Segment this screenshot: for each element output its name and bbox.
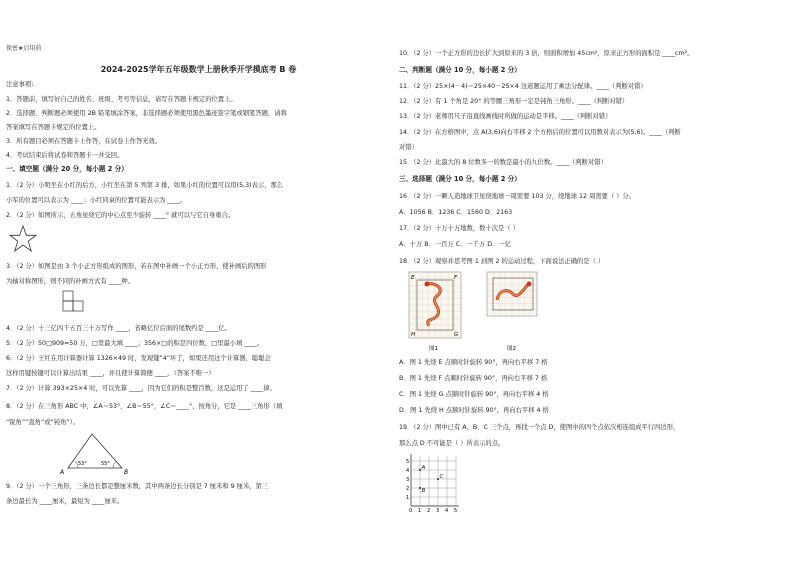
question-18-option-d: D．图 1 先绕 H 点顺时针旋转 90°，再向右平移 4 格 bbox=[399, 407, 549, 414]
section-fill-heading: 一、填空题（满分 20 分，每小题 2 分） bbox=[6, 165, 128, 173]
note-line: 2．选择题、判断题必须使用 2B 铅笔填涂答案，非选择题必须使用黑色墨迹签字笔或钢笔答题，请将 bbox=[6, 110, 287, 117]
note-line: 3．所有题目必须在答题卡上作答，在试卷上作答无效。 bbox=[6, 138, 162, 145]
question-7: 7．（2 分）计算 393×25×4 时，可以先算 ____，因为它们的积是整百数，这是运用了 ____律。 bbox=[6, 385, 276, 392]
left-column bbox=[6, 0, 391, 562]
question-16: 16．（2 分）一颗人造地球卫星绕地球一周需要 103 分，绕地球 12 周需要（ ）分。 bbox=[399, 193, 636, 200]
confidential-stamp: 保密★启用前 bbox=[6, 45, 42, 52]
corner-g-label: G bbox=[454, 332, 459, 338]
question-17: 17．（2 分）十万十万地数，数十次是（ ） bbox=[399, 225, 519, 232]
question-8-cont: “锐角”“直角”或“钝角”）。 bbox=[6, 419, 80, 426]
question-15: 15．（2 分）比最大的 8 位数多一的数是最小的九位数。____（判断对错） bbox=[399, 159, 607, 166]
y-tick: 5 bbox=[406, 459, 410, 465]
corner-e-label: E bbox=[411, 275, 415, 281]
figure-1-grid bbox=[409, 272, 461, 338]
x-tick: 1 bbox=[418, 508, 422, 514]
question-3-cont: 为轴对称图形，则不同的补画方式有 ____种。 bbox=[6, 278, 134, 285]
y-tick: 1 bbox=[406, 495, 410, 501]
question-6-cont: 这样用键按键可以计算出结果 ____，并且使计算简便 ____。（答案不唯一） bbox=[6, 370, 215, 377]
question-10: 10．（2 分）一个正方形的边长扩大到原来的 3 倍，则面积增加 45cm²，原来正方形的面积是 ____cm²。 bbox=[399, 50, 694, 57]
triangle-abc-figure bbox=[58, 428, 132, 478]
question-6: 6．（2 分）王红在用计算器计算 1326×49 时，发现键“4”坏了，如果还用这个计算器，聪聪会 bbox=[6, 355, 271, 362]
question-1-cont: 小军的位置可以表示为 ____；小红同桌的位置可能表示为 ____。 bbox=[6, 197, 187, 204]
figure-2-caption: 图2 bbox=[507, 346, 516, 352]
x-tick: 3 bbox=[436, 508, 440, 514]
vertex-b-label: B bbox=[124, 469, 129, 476]
question-5: 5．（2 分）50□909≈50 万，□里最大填 ____；356×□的积是四位数，□里最小填 ____。 bbox=[6, 340, 264, 347]
question-4: 4．（2 分）十三亿四千五百三十万写作 ____，省略亿位后面的尾数约是 ____亿。 bbox=[6, 325, 231, 332]
figure-1-caption: 图1 bbox=[429, 346, 438, 352]
question-9: 9．（2 分）一个三角形，三条边长都是整厘米数，其中两条边长分别是 7 厘米和 9 厘米，第三 bbox=[6, 483, 269, 490]
x-tick: 5 bbox=[454, 508, 458, 514]
question-16-options: A．1056 B．1236 C．1560 D．2163 bbox=[399, 209, 513, 216]
note-line: 4．考试结束后将试卷和答题卡一并交回。 bbox=[6, 152, 124, 159]
question-14: 14．（2 分）在方格图中，点 A(3,6)向右平移 2 个方格后的位置可以用数对表示为(5,6)。____（判断 bbox=[399, 129, 681, 136]
x-tick: 2 bbox=[427, 508, 431, 514]
y-tick: 3 bbox=[406, 477, 410, 483]
question-8: 8．（2 分）在三角形 ABC 中，∠A＝53°，∠B＝55°，∠C＝____°，按角分，它是 ____三角形（填 bbox=[6, 403, 283, 410]
section-judge-heading: 二、判断题（满分 10 分，每小题 2 分） bbox=[399, 66, 521, 74]
question-2: 2．（2 分）如图所示，五角星绕它的中心点至少旋转 ____° 就可以与它自身重合。 bbox=[6, 212, 235, 219]
question-18-option-a: A．图 1 先绕 E 点顺时针旋转 90°，再向右平移 7 格 bbox=[399, 359, 548, 366]
x-tick: 4 bbox=[445, 508, 449, 514]
star-figure bbox=[8, 224, 38, 254]
point-c-label: C bbox=[439, 474, 444, 480]
question-18-option-c: C．图 1 先绕 G 点顺时针旋转 90°，再向右平移 4 格 bbox=[399, 391, 549, 398]
notes-header: 注意事项: bbox=[6, 81, 34, 88]
question-3: 3．（2 分）如图是由 3 个小正方形组成的图形，若在图中补画一个小正方形，使补画后的图形 bbox=[6, 263, 267, 270]
y-tick: 4 bbox=[406, 468, 410, 474]
vertex-a-label: A bbox=[60, 469, 65, 476]
question-13: 13．（2 分）老师用尺子沿直线画线时所做的运动是平移。____（判断对错） bbox=[399, 113, 612, 120]
question-1: 1．（2 分）小明坐在小红的后方，小红坐在第 5 列第 3 排，如果小红的位置可以用(5,3)表示，那么 bbox=[6, 182, 284, 189]
corner-h-label: H bbox=[411, 332, 416, 338]
figure-2-grid bbox=[487, 272, 537, 316]
corner-f-label: F bbox=[454, 275, 458, 281]
question-12: 12．（2 分）有 1 个角是 20° 的等腰三角形一定是钝角三角形。____（判断对错） bbox=[399, 98, 629, 105]
point-a-label: A bbox=[421, 465, 426, 471]
question-18-option-b: B．图 1 先绕 F 点顺时针旋转 90°，再向右平移 7 格 bbox=[399, 375, 548, 382]
coordinate-grid-figure bbox=[401, 452, 463, 514]
question-18: 18．（2 分）观察并思考图 1 到图 2 的运动过程，下面说法正确的是（ ） bbox=[399, 258, 605, 265]
angle-b-label: 55° bbox=[101, 461, 110, 467]
angle-a-label: 53° bbox=[78, 461, 87, 467]
dragon-rotation-figure bbox=[407, 270, 542, 355]
question-9-cont: 条边最长为 ____厘米，最短为 ____厘米。 bbox=[6, 498, 124, 505]
note-line: 答案填写在答题卡规定的位置上。 bbox=[6, 124, 101, 131]
section-choice-heading: 三、选择题（满分 10 分，每小题 2 分） bbox=[399, 175, 521, 183]
x-tick: 0 bbox=[409, 508, 413, 514]
three-squares-figure bbox=[62, 290, 94, 314]
right-column bbox=[399, 0, 784, 562]
question-17-options: A．十万 B．一百万 C．一千万 D．一亿 bbox=[399, 241, 512, 248]
question-14-cont: 对错） bbox=[399, 144, 418, 151]
note-line: 1．答题前，填写好自己的姓名、班级、考号等信息，请写在答题卡规定的位置上。 bbox=[6, 96, 237, 103]
y-tick: 2 bbox=[406, 486, 410, 492]
question-19-cont: 那么点 D 不可能是（ ）所表示的点。 bbox=[399, 440, 505, 447]
exam-title: 2024-2025学年五年级数学上册秋季开学摸底考 B 卷 bbox=[100, 65, 297, 74]
question-19: 19．（2 分）图中已有 A、B、C 三个点，再找一个点 D，使图中的四个点依次相连组成平行四边形， bbox=[399, 424, 680, 431]
question-11: 11．（2 分）25×(4－4)＝25×40－25×4 这道题运用了乘法分配律。____（判断对错） bbox=[399, 83, 647, 90]
point-b-label: B bbox=[421, 488, 426, 494]
